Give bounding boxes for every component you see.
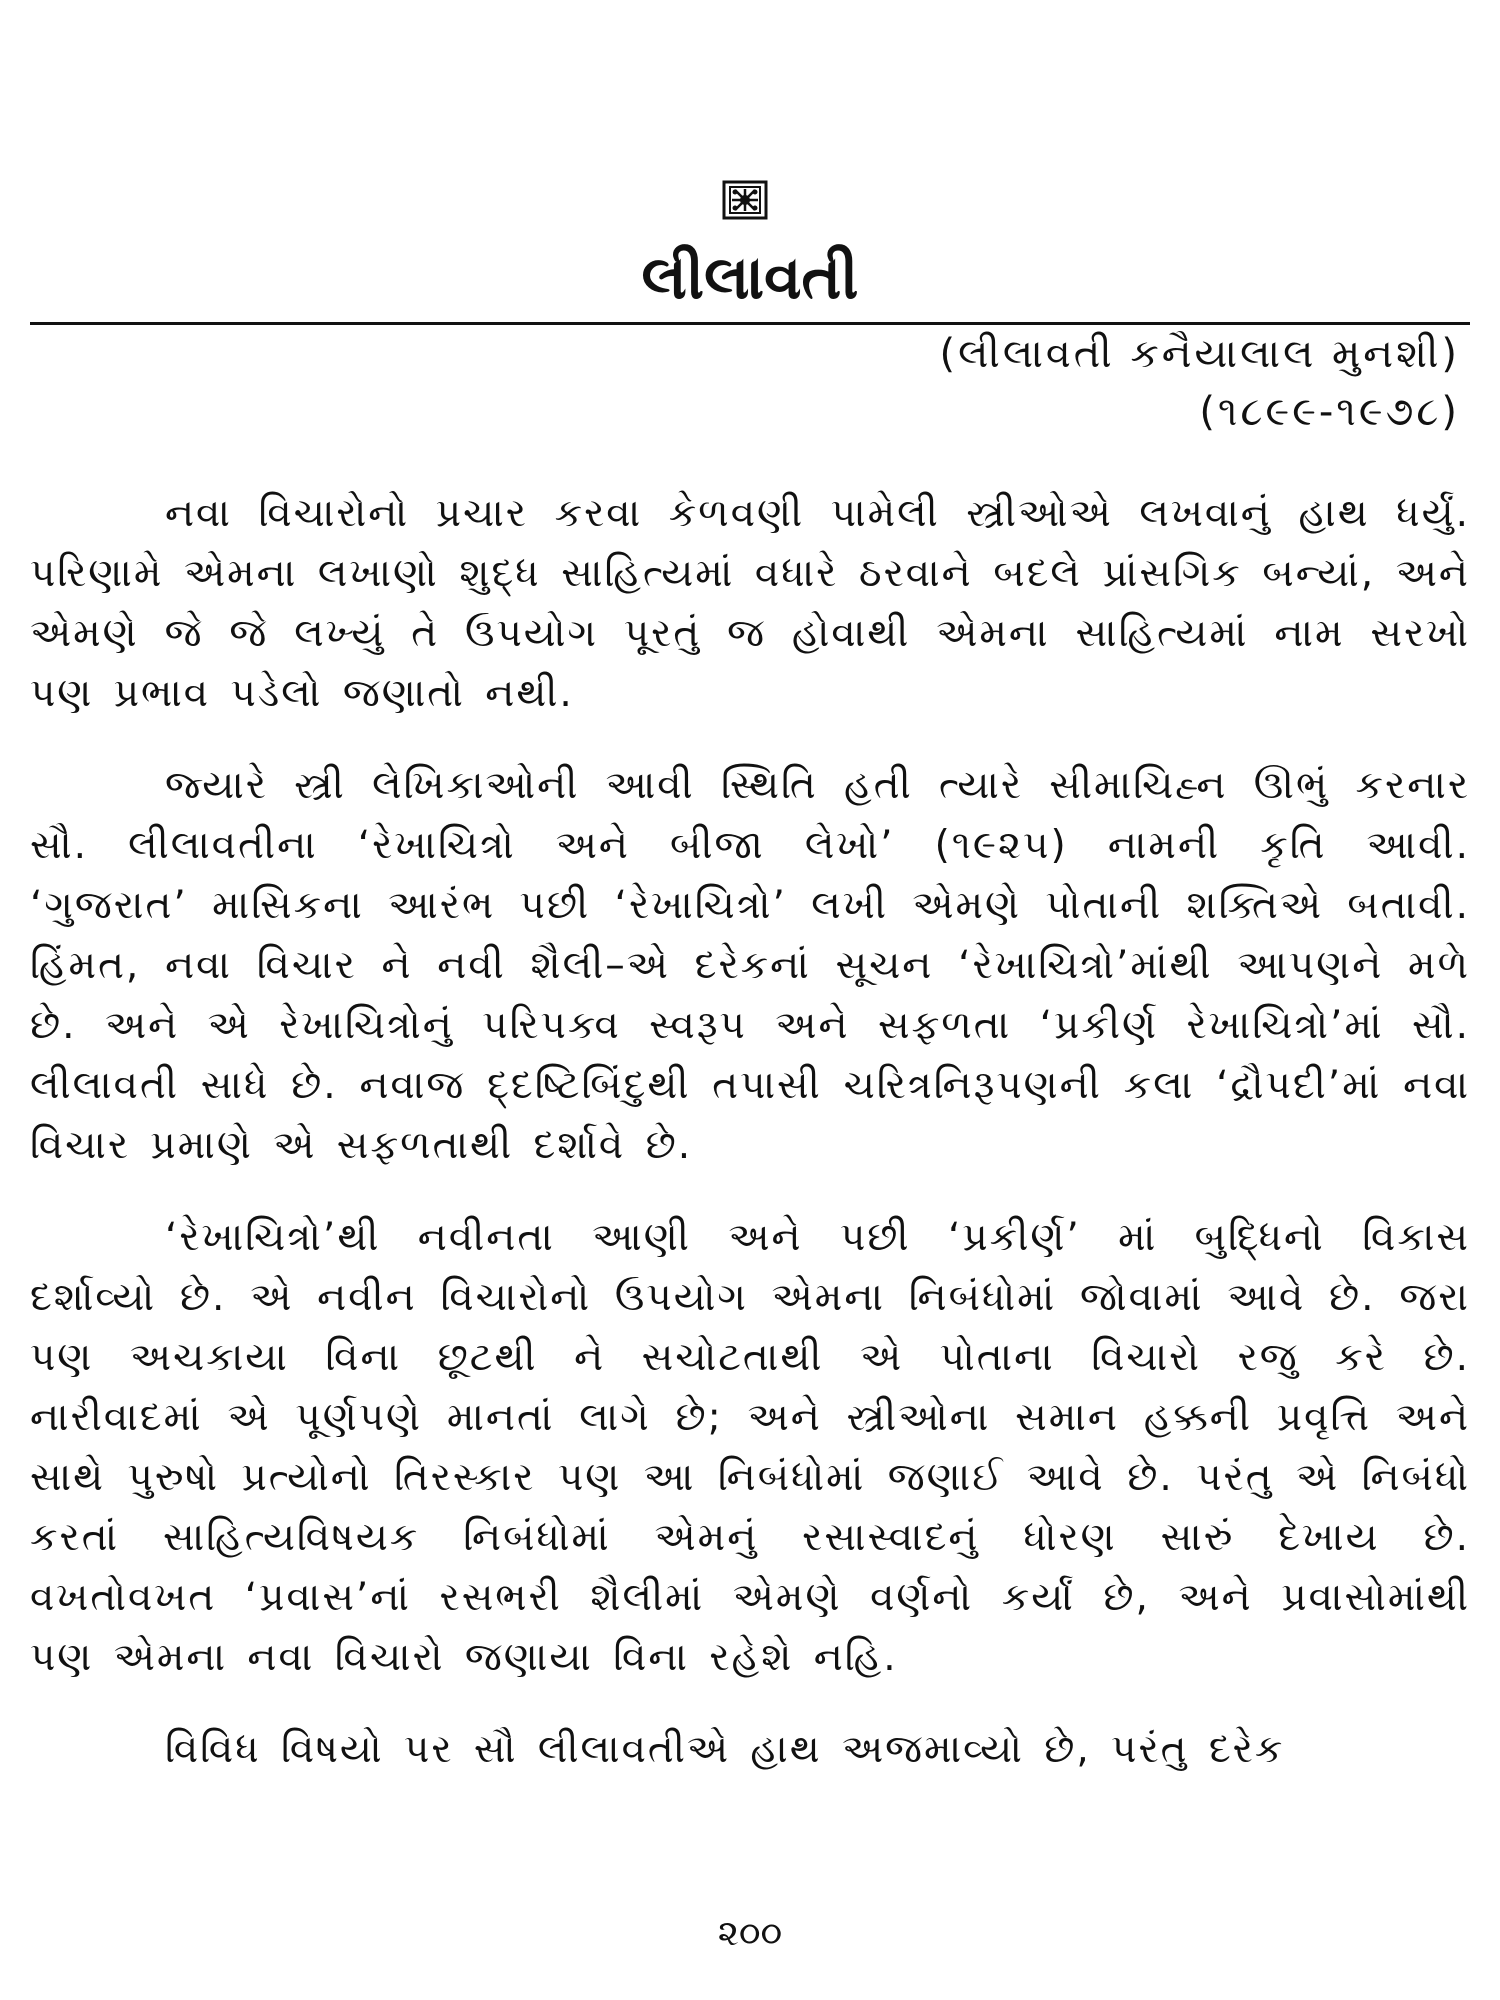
paragraph: ‘રેખાચિત્રો’થી નવીનતા આણી અને પછી ‘પ્રકીર્ણ’ માં બુદ્ધિનો વિકાસ દર્શાવ્યો છે. એ નવીન વિચારોનો ઉપયોગ એમના નિબંધોમાં જોવામાં આવે છે. જરા પણ અચકાયા વિના છૂટથી ને સચોટતાથી એ પોતાના વિચારો રજુ કરે છે. નારીવાદમાં એ પૂર્ણપણે માનતાં લાગે છે; અને સ્ત્રીઓના સમાન હક્કની પ્રવૃત્તિ અને સાથે પુરુષો પ્રત્યોનો તિરસ્કાર પણ આ નિબંધોમાં જણાઈ આવે છે. પરંતુ એ નિબંધો કરતાં સાહિત્યવિષયક નિબંધોમાં એમનું રસાસ્વાદનું ધોરણ સારું દેખાય છે. વખતોવખત ‘પ્રવાસ’નાં રસભરી શૈલીમાં એમણે વર્ણનો કર્યાં છે, અને પ્રવાસોમાંથી પણ એમના નવા વિચારો જણાયા વિના રહેશે નહિ.	[30, 1215, 1470, 1680]
author-years: (૧૮૯૯-૧૯૭૮)	[1199, 389, 1460, 435]
paragraph: જ્યારે સ્ત્રી લેખિકાઓની આવી સ્થિતિ હતી ત્યારે સીમાચિહ્ન ઊભું કરનાર સૌ. લીલાવતીના ‘રેખાચિત્રો અને બીજા લેખો’ (૧૯૨૫) નામની કૃતિ આવી. ‘ગુજરાત’ માસિકના આરંભ પછી ‘રેખાચિત્રો’ લખી એમણે પોતાની શક્તિએ બતાવી. હિંમત, નવા વિચાર ને નવી શૈલી–એ દરેકનાં સૂચન ‘રેખાચિત્રો’માંથી આપણને મળે છે. અને એ રેખાચિત્રોનું પરિપક્વ સ્વરૂપ અને સફળતા ‘પ્રકીર્ણ રેખાચિત્રો’માં સૌ. લીલાવતી સાધે છે. નવાજ દ્દષ્ટિબિંદુથી તપાસી ચરિત્રનિરૂપણની કલા ‘દ્રૌપદી’માં નવા વિચાર પ્રમાણે એ સફળતાથી દર્શાવે છે.	[30, 763, 1470, 1168]
page-number: ૨૦૦	[717, 1913, 783, 1954]
paragraph: વિવિધ વિષયો પર સૌ લીલાવતીએ હાથ અજમાવ્યો છે, પરંતુ દરેક	[165, 1727, 1285, 1772]
floral-ornament-icon	[722, 180, 768, 220]
author-name: (લીલાવતી કનૈયાલાલ મુનશી)	[939, 331, 1460, 377]
paragraph: નવા વિચારોનો પ્રચાર કરવા કેળવણી પામેલી સ્ત્રીઓએ લખવાનું હાથ ધર્યું. પરિણામે એમના લખાણો શુદ્ધ સાહિત્યમાં વધારે ઠરવાને બદલે પ્રાંસગિક બન્યાં, અને એમણે જે જે લખ્યું તે ઉપયોગ પૂરતું જ હોવાથી એમના સાહિત્યમાં નામ સરખો પણ પ્રભાવ પડેલો જણાતો નથી.	[30, 491, 1470, 716]
article-body	[30, 484, 1470, 1812]
title-divider	[30, 322, 1470, 325]
page-title: લીલાવતી	[641, 243, 859, 313]
